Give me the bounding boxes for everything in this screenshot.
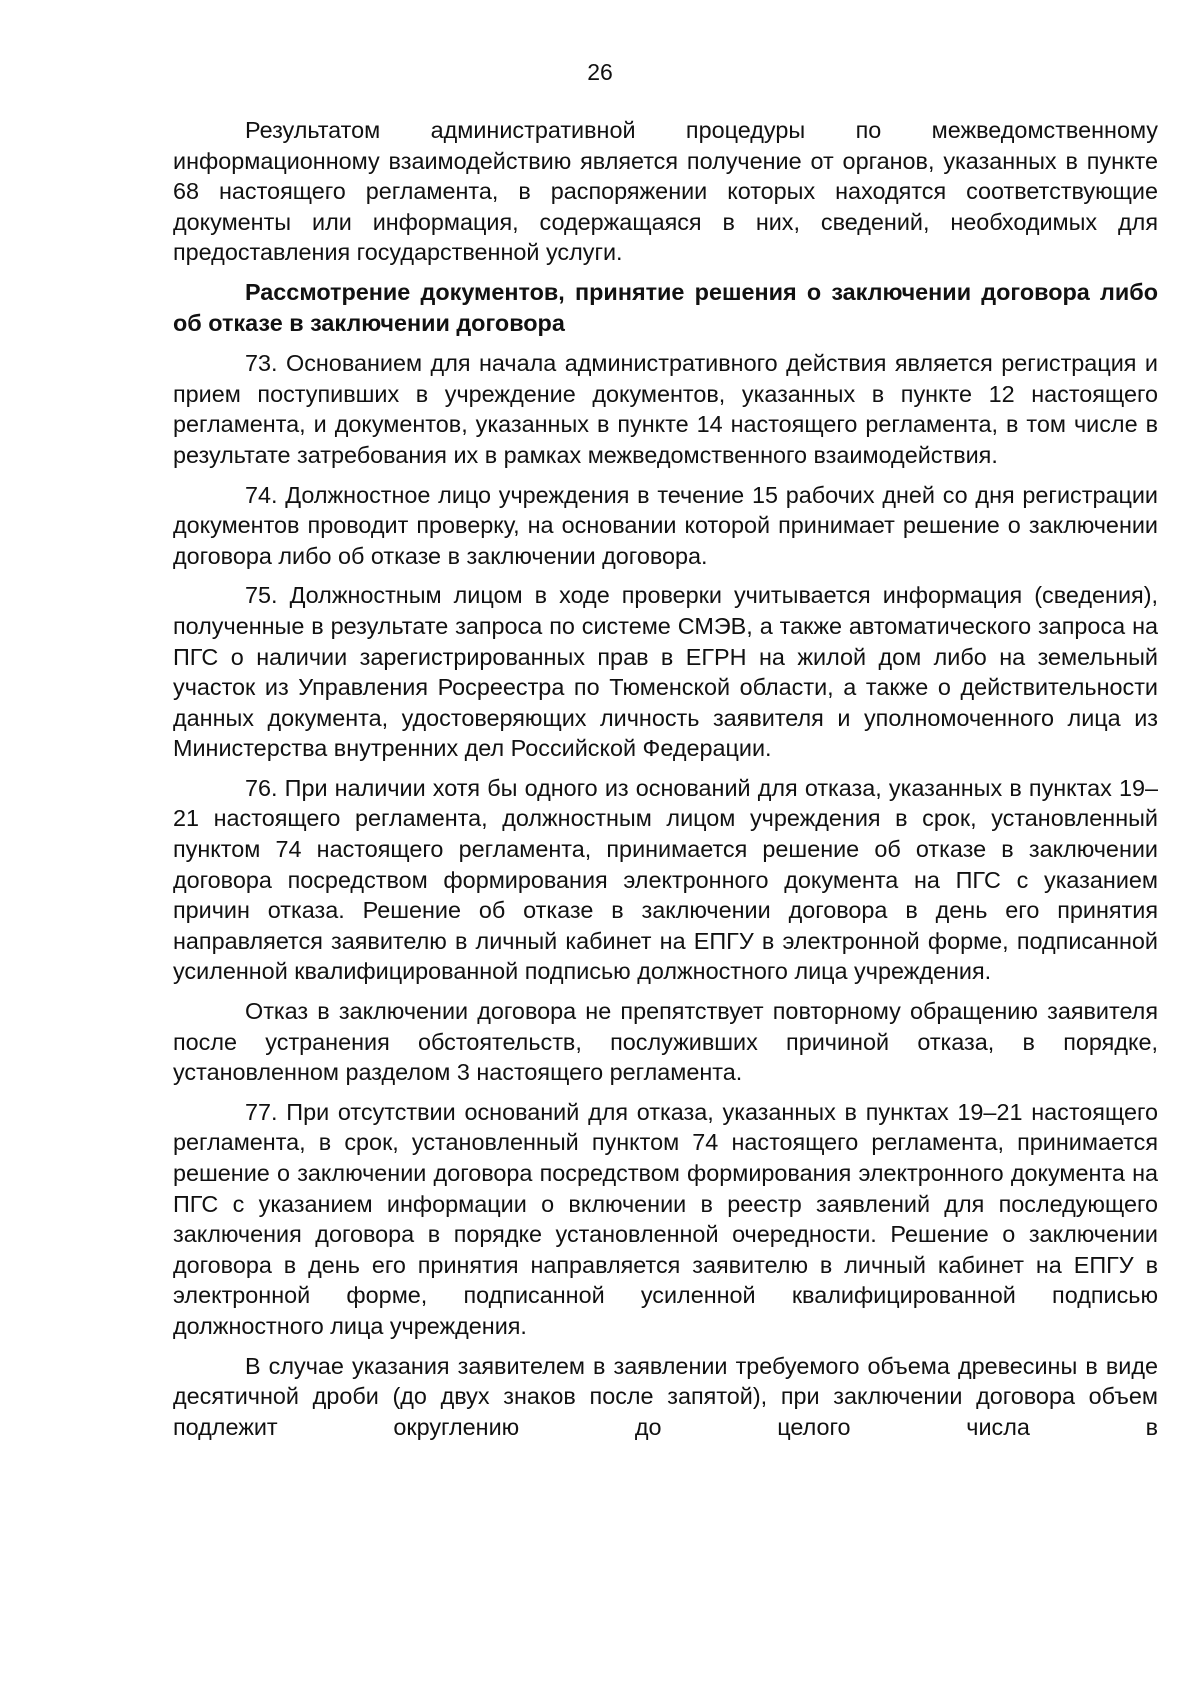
paragraph-74: 74. Должностное лицо учреждения в течение 15 рабочих дней со дня регистрации документов проводит проверку, на основании которой принимает решение о заключении договора либо об отказе в заключении договора. [173, 481, 1158, 569]
paragraph-73: 73. Основанием для начала административного действия является регистрация и прием поступивших в учреждение документов, указанных в пункте 12 настоящего регламента, и документов, указанных в пункте 14 настоящего регламента, в том числе в результате затребования их в рамках межведомственного взаимодействия. [173, 350, 1158, 468]
paragraph-volume-rounding: В случае указания заявителем в заявлении требуемого объема древесины в виде десятичной дроби (до двух знаков после запятой), при заключении договора объем подлежит округлению до целого числа в [173, 1352, 1158, 1440]
paragraph-refusal-note: Отказ в заключении договора не препятствует повторному обращению заявителя после устранения обстоятельств, послуживших причиной отказа, в порядке, установленном разделом 3 настоящего регламента. [173, 998, 1158, 1086]
page-number: 26 [587, 59, 613, 85]
document-body [173, 115, 1158, 1451]
section-heading: Рассмотрение документов, принятие решения о заключении договора либо об отказе в заключении договора [173, 278, 1158, 336]
paragraph-76: 76. При наличии хотя бы одного из оснований для отказа, указанных в пунктах 19–21 настоящего регламента, должностным лицом учреждения в срок, установленный пунктом 74 настоящего регламента, принимается решение об отказе в заключении договора посредством формирования электронного документа на ПГС с указанием причин отказа. Решение об отказе в заключении договора в день его принятия направляется заявителю в личный кабинет на ЕПГУ в электронной форме, подписанной усиленной квалифицированной подписью должностного лица учреждения. [173, 774, 1158, 985]
paragraph-77: 77. При отсутствии оснований для отказа, указанных в пунктах 19–21 настоящего регламента, в срок, установленный пунктом 74 настоящего регламента, принимается решение о заключении договора посредством формирования электронного документа на ПГС с указанием информации о включении в реестр заявлений для последующего заключения договора в порядке установленной очередности. Решение о заключении договора в день его принятия направляется заявителю в личный кабинет на ЕПГУ в электронной форме, подписанной усиленной квалифицированной подписью должностного лица учреждения. [173, 1098, 1158, 1339]
paragraph-result: Результатом административной процедуры по межведомственному информационному взаимодействию является получение от органов, указанных в пункте 68 настоящего регламента, в распоряжении которых находятся соответствующие документы или информация, содержащаяся в них, сведений, необходимых для предоставления государственной услуги. [173, 117, 1158, 266]
paragraph-75: 75. Должностным лицом в ходе проверки учитывается информация (сведения), полученные в результате запроса по системе СМЭВ, а также автоматического запроса на ПГС о наличии зарегистрированных прав в ЕГРН на жилой дом либо на земельный участок из Управления Росреестра по Тюменской области, а также о действительности данных документа, удостоверяющих личность заявителя и уполномоченного лица из Министерства внутренних дел Российской Федерации. [173, 582, 1158, 762]
